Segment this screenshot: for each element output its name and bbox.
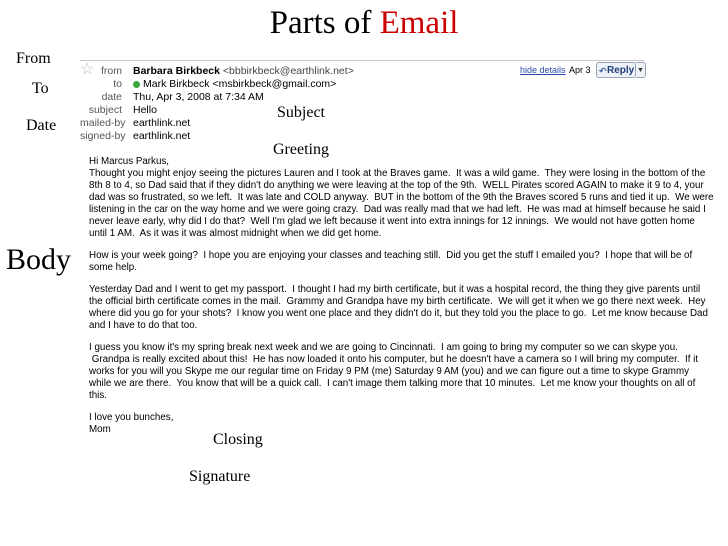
body-paragraph: I guess you know it's my spring break next week and we are going to Cincinnati. I am going to bring my computer so we can skype you. Grandpa is really excited about this! He has now loaded it onto his computer, but he doesn't have a camera so I will bring my computer. If it works for you will you Skype me our regular time on Friday 9 PM (me) Saturday 9 AM (you) and we can figure out a time to skype Grammy while we are there. You know that will be a quick call. I can't image them talking more that 10 minutes. Let me know your thoughts on all of this.	[89, 342, 699, 401]
body-paragraph: Yesterday Dad and I went to get my passport. I thought I had my birth certificate, but it was a hospital record, the thing they give parents until the official birth certificate comes in the mail. Grammy and Grandpa have my birth certificate. We will get it when we go there next week. Hey where did you go for your shots? I know you went one place and they didn't do it, but they told you the place to go. Let me know because Dad and I have to do that too.	[89, 284, 708, 331]
signed-by-value: earthlink.net	[133, 130, 191, 142]
title-accent: Email	[379, 5, 459, 41]
header-key: mailed-by	[80, 117, 126, 129]
header-row-mailed-by	[80, 117, 500, 130]
header-divider	[80, 60, 645, 61]
label-closing: Closing	[213, 431, 263, 448]
body-paragraph: Hi Marcus Parkus, Thought you might enjoy seeing the pictures Lauren and I took at the Braves game. It was a wild game. They were losing in the bottom of the 8th 8 to 4, so Dad said that if they didn't do anything we were leaving at the top of the 9th. WELL Pirates scored AGAIN to make it 9 to 4, your dad was so frustrated, so we left. It was late and COLD anyway. BUT in the bottom of the 9th the Braves scored 5 runs and tied it up. We were listening in the car on the way home and we were going crazy. Dad was really mad that we had left. He was mad at himself because he said I never leave early, why did I do that? Well I'm glad we left because it went into extra innings for 12 innings. We would not have gotten home until 1 AM. As it was it was almost midnight when we did get home.	[89, 156, 714, 239]
email-header	[80, 58, 645, 142]
label-signature: Signature	[189, 468, 251, 485]
header-row-date	[80, 91, 500, 104]
reply-icon: ↶	[599, 66, 607, 76]
recipient[interactable]	[133, 78, 336, 91]
mailed-by-value: earthlink.net	[133, 117, 191, 129]
header-row-to	[80, 78, 500, 91]
star-icon[interactable]: ☆	[80, 61, 95, 78]
sender-address: <bbbirkbeck@earthlink.net>	[222, 65, 354, 77]
header-key: from	[101, 65, 122, 77]
date-value: Thu, Apr 3, 2008 at 7:34 AM	[133, 91, 264, 103]
reply-button[interactable]	[596, 62, 636, 78]
email-body	[89, 156, 714, 446]
message-short-date: Apr 3	[569, 65, 591, 75]
recipient-name: Mark Birkbeck	[143, 78, 210, 90]
label-subject: Subject	[277, 104, 325, 121]
reply-dropdown-icon[interactable]: ▼	[636, 62, 646, 78]
header-key: to	[113, 78, 122, 90]
label-date: Date	[26, 117, 57, 134]
hide-details-link[interactable]: hide details	[520, 65, 566, 75]
header-row-from	[80, 65, 500, 78]
header-key: date	[101, 91, 122, 103]
closing-signature: I love you bunches, Mom	[89, 412, 174, 435]
title-prefix: Parts of	[269, 5, 380, 41]
reply-label: Reply	[607, 65, 635, 76]
page-title	[0, 5, 728, 42]
sender[interactable]	[133, 65, 354, 78]
presence-icon	[133, 81, 140, 88]
sender-name: Barbara Birkbeck	[133, 65, 220, 77]
label-greeting: Greeting	[273, 141, 329, 158]
label-body: Body	[6, 243, 72, 276]
header-row-signed-by	[80, 130, 500, 143]
recipient-address: <msbirkbeck@gmail.com>	[212, 78, 337, 90]
body-paragraph: How is your week going? I hope you are enjoying your classes and teaching still. Did you get the stuff I emailed you? I hope that will be of some help.	[89, 250, 693, 273]
header-key: subject	[88, 104, 122, 116]
subject-value: Hello	[133, 104, 157, 116]
header-row-subject	[80, 104, 500, 117]
label-to: To	[32, 80, 49, 97]
label-from: From	[16, 50, 51, 67]
header-key: signed-by	[80, 130, 126, 142]
